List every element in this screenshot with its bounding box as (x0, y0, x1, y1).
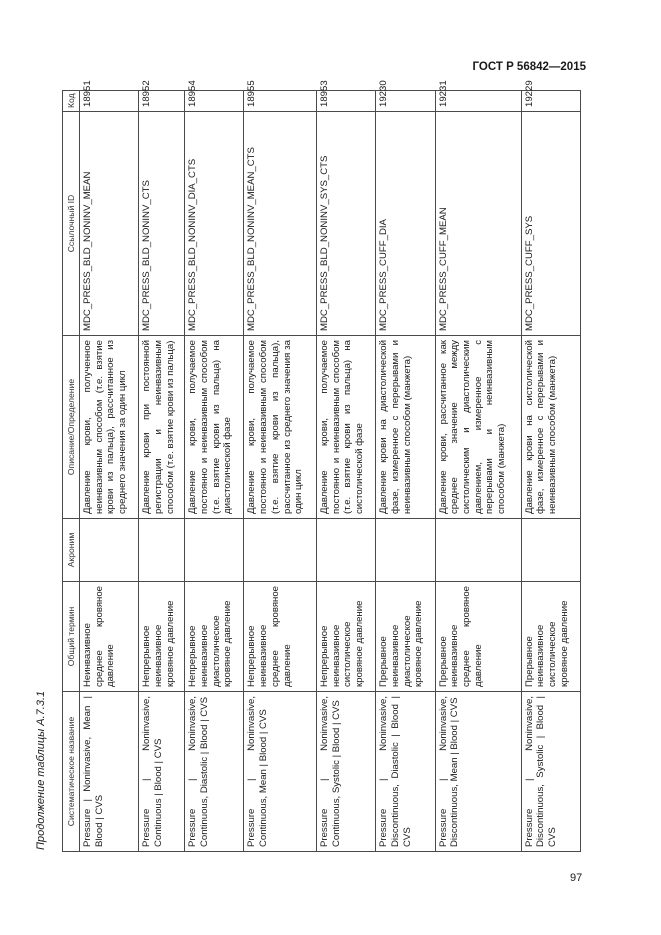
cell-desc: Давление крови, получаемое постоянно и неинвазивным способом (т.е. взятие крови из пальца) на систолической фазе (317, 336, 376, 519)
cell-acronym (435, 519, 521, 582)
cell-acronym (376, 519, 435, 582)
cell-acronym (317, 519, 376, 582)
cell-ref: MDC_PRESS_BLD_NONINV_CTS (139, 112, 185, 336)
cell-code: 18952 (139, 91, 185, 112)
cell-ref: MDC_PRESS_BLD_NONINV_MEAN_CTS (244, 112, 317, 336)
cell-name: Pressure | Noninvasive, Discontinuous, Mean | Blood | CVS (435, 692, 521, 852)
cell-name: Pressure | Noninvasive, Discontinuous, Diastolic | Blood | CVS (376, 692, 435, 852)
cell-term: Неинвазивное среднее кровяное давление (80, 582, 139, 692)
cell-ref: MDC_PRESS_BLD_NONINV_DIA_CTS (185, 112, 244, 336)
cell-desc: Давление крови, полученное неинвазивным способом (т.е. взятие крови из пальца), рассчитанное из среднего значения за один цикл (80, 336, 139, 519)
cell-code: 19230 (376, 91, 435, 112)
cell-term: Прерывное неинвазивное диастолическое кровяное давление (376, 582, 435, 692)
standard-header: ГОСТ Р 56842—2015 (472, 61, 586, 73)
cell-desc: Давление крови при постоянной регистрации и неинвазивным способом (т.е. взятие крови из пальца) (139, 336, 185, 519)
cell-code: 19229 (521, 91, 580, 112)
cell-ref: MDC_PRESS_CUFF_MEAN (435, 112, 521, 336)
cell-name: Pressure | Noninvasive, Discontinuous, Systolic | Blood | CVS (521, 692, 580, 852)
cell-name: Pressure | Noninvasive, Mean | Blood | CVS (80, 692, 139, 852)
cell-acronym (139, 519, 185, 582)
cell-acronym (185, 519, 244, 582)
table-row (185, 91, 244, 852)
cell-desc: Давление крови, получаемое постоянно и неинвазивным способом (т.е. взятие крови из пальца) на диастолической фазе (185, 336, 244, 519)
cell-acronym (80, 519, 139, 582)
cell-ref: MDC_PRESS_BLD_NONINV_MEAN (80, 112, 139, 336)
cell-name: Pressure | Noninvasive, Continuous, Mean | Blood | CVS (244, 692, 317, 852)
table-row (376, 91, 435, 852)
cell-code: 18953 (317, 91, 376, 112)
cell-code: 18951 (80, 91, 139, 112)
col-header-name: Систематическое название (63, 692, 80, 852)
table-row (317, 91, 376, 852)
cell-name: Pressure | Noninvasive, Continuous, Systolic | Blood | CVS (317, 692, 376, 852)
cell-term: Непрерывное неинвазивное кровяное давление (139, 582, 185, 692)
cell-ref: MDC_PRESS_CUFF_DIA (376, 112, 435, 336)
table-header-row (63, 91, 80, 852)
terms-table (62, 80, 581, 852)
cell-desc: Давление крови, получаемое постоянно и неинвазивным способом (т.е. взятие крови из пальца), рассчитанное из среднего значения за один цикл (244, 336, 317, 519)
cell-name: Pressure | Noninvasive, Continuous, Diastolic | Blood | CVS (185, 692, 244, 852)
cell-desc: Давление крови на систолической фазе, измеренное с перерывами и неинвазивным способом (манжета) (521, 336, 580, 519)
table-caption: Продолжение таблицы А.7.3.1 (35, 690, 47, 850)
cell-term: Непрерывное неинвазивное диастолическое кровяное давление (185, 582, 244, 692)
table-row (244, 91, 317, 852)
cell-term: Непрерывное неинвазивное среднее кровяное давление (244, 582, 317, 692)
col-header-term: Общий термин (63, 582, 80, 692)
col-header-desc: Описание/Определение (63, 336, 80, 519)
cell-term: Прерывное неинвазивное среднее кровяное давление (435, 582, 521, 692)
rotated-table-wrapper (62, 80, 581, 852)
table-row (521, 91, 580, 852)
table-row (80, 91, 139, 852)
cell-term: Прерывное неинвазивное систолическое кровяное давление (521, 582, 580, 692)
cell-desc: Давление крови на диастолической фазе, измеренное с перерывами и неинвазивным способом (манжета) (376, 336, 435, 519)
col-header-ref: Ссылочный ID (63, 112, 80, 336)
cell-ref: MDC_PRESS_BLD_NONINV_SYS_CTS (317, 112, 376, 336)
cell-desc: Давление крови, рассчитанное как среднее значение между систолическим и диастолическим давлением, измеренное с перерывами и неинвазивным способом (манжета) (435, 336, 521, 519)
table-row (435, 91, 521, 852)
cell-code: 18954 (185, 91, 244, 112)
cell-ref: MDC_PRESS_CUFF_SYS (521, 112, 580, 336)
cell-code: 19231 (435, 91, 521, 112)
cell-name: Pressure | Noninvasive, Continuous | Blood | CVS (139, 692, 185, 852)
cell-code: 18955 (244, 91, 317, 112)
page-number: 97 (570, 872, 583, 884)
table-row (139, 91, 185, 852)
cell-term: Непрерывное неинвазивное систолическое кровяное давление (317, 582, 376, 692)
col-header-code: Код (63, 91, 80, 112)
cell-acronym (244, 519, 317, 582)
col-header-acronym: Акроним (63, 519, 80, 582)
cell-acronym (521, 519, 580, 582)
